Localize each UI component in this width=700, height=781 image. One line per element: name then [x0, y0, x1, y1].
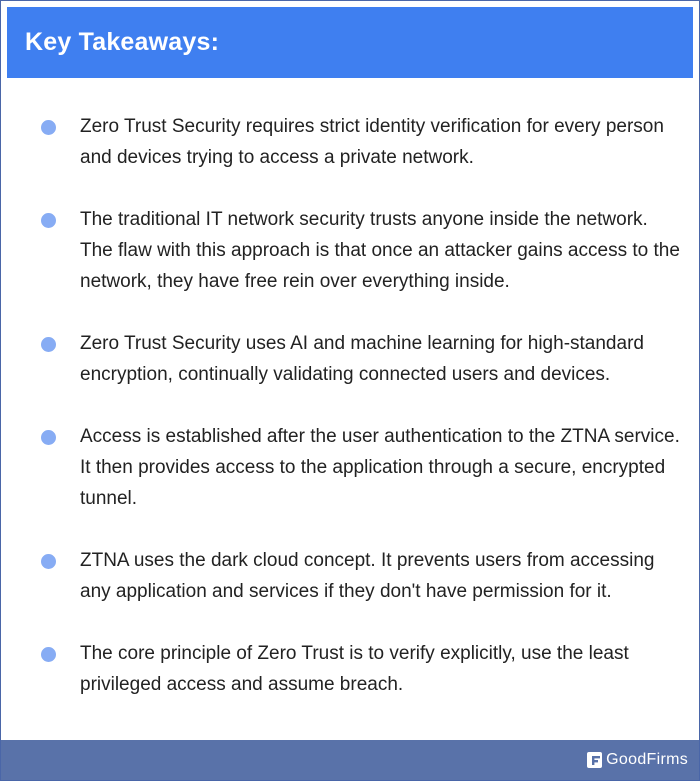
takeaway-text: The core principle of Zero Trust is to verify explicitly, use the least privileged access and assume breach.	[80, 643, 629, 695]
bullet-icon	[41, 120, 56, 135]
list-item	[1, 328, 699, 390]
list-item	[1, 204, 699, 297]
header-banner	[7, 7, 693, 78]
takeaway-text: The traditional IT network security trusts anyone inside the network. The flaw with this approach is that once an attacker gains access to the network, they have free rein over everything inside.	[80, 209, 680, 292]
bullet-icon	[41, 213, 56, 228]
bullet-icon	[41, 337, 56, 352]
list-item	[1, 638, 699, 700]
takeaway-text: Access is established after the user authentication to the ZTNA service. It then provides access to the application through a secure, encrypted tunnel.	[80, 426, 680, 509]
goodfirms-logo-icon	[587, 752, 602, 768]
brand-logo	[587, 749, 688, 771]
footer-bar	[1, 740, 699, 780]
page-title: Key Takeaways:	[25, 28, 220, 56]
list-item	[1, 545, 699, 607]
takeaway-text: ZTNA uses the dark cloud concept. It prevents users from accessing any application and services if they don't have permission for it.	[80, 550, 655, 602]
takeaway-text: Zero Trust Security uses AI and machine learning for high-standard encryption, continually validating connected users and devices.	[80, 333, 644, 385]
bullet-icon	[41, 554, 56, 569]
brand-name: GoodFirms	[606, 751, 688, 768]
bullet-icon	[41, 647, 56, 662]
bullet-icon	[41, 430, 56, 445]
list-item	[1, 111, 699, 173]
takeaway-text: Zero Trust Security requires strict identity verification for every person and devices trying to access a private network.	[80, 116, 664, 168]
list-item	[1, 421, 699, 514]
takeaways-list	[1, 111, 699, 731]
